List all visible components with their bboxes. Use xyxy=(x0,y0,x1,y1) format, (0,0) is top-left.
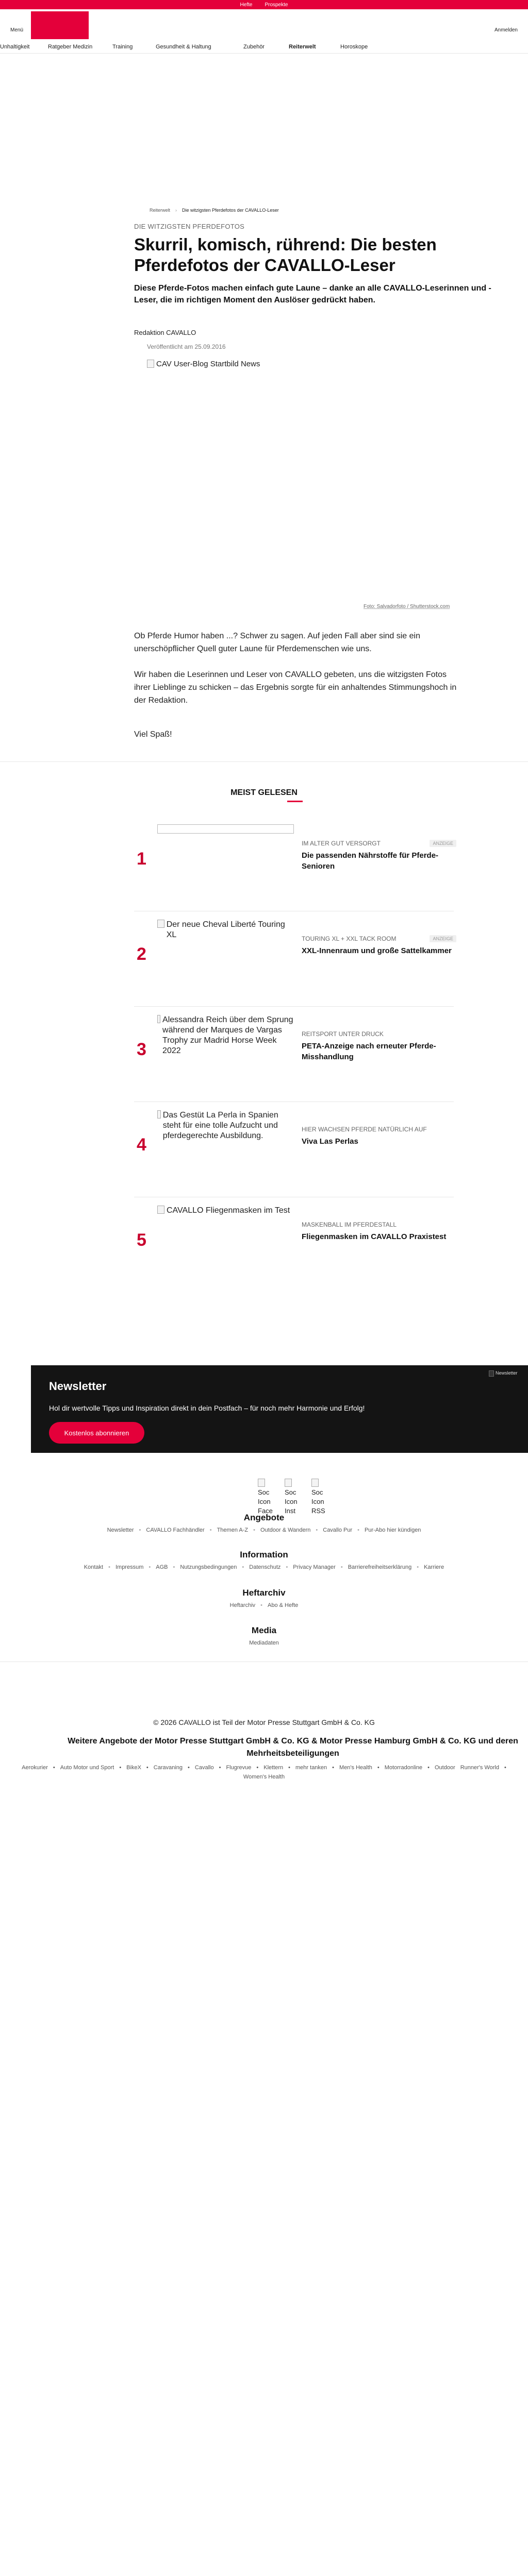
article-published-date: Veröffentlicht am 25.09.2016 xyxy=(147,343,226,350)
most-read-image[interactable] xyxy=(157,824,294,902)
social-alt-line: Soc xyxy=(285,1488,296,1496)
nav-item-ratgeber-medizin[interactable]: Ratgeber Medizin xyxy=(48,44,93,50)
most-read-underline xyxy=(287,801,303,802)
footer-link[interactable]: Outdoor xyxy=(434,1765,455,1771)
most-read-title: MEIST GELESEN xyxy=(230,788,298,797)
most-read-item[interactable] xyxy=(134,1015,454,1103)
footer-link[interactable]: Women's Health xyxy=(243,1774,285,1780)
broken-image-icon xyxy=(157,1015,160,1023)
most-read-headline[interactable]: PETA-Anzeige nach erneuter Pferde-Misshandlung xyxy=(302,1042,436,1061)
most-read-image[interactable] xyxy=(157,1110,294,1188)
broken-image-icon xyxy=(285,1479,292,1487)
footer-link[interactable]: Runner's World xyxy=(460,1765,499,1771)
footer-links-media xyxy=(0,1640,528,1646)
most-read-rank: 2 xyxy=(137,944,146,964)
footer-link[interactable]: Privacy Manager xyxy=(293,1564,336,1570)
most-read-item[interactable] xyxy=(134,920,454,1007)
footer-link[interactable]: Kontakt xyxy=(84,1564,104,1570)
footer-link[interactable]: Impressum xyxy=(115,1564,144,1570)
most-read-kicker: HIER WACHSEN PFERDE NATÜRLICH AUF xyxy=(302,1126,427,1133)
footer-link[interactable]: Auto Motor und Sport xyxy=(60,1765,114,1771)
article-paragraph: Wir haben die Leserinnen und Leser von CAVALLO gebeten, uns die witzigsten Fotos ihrer Lieblinge zu schicken – das Ergebnis sorgte für ein anhaltendes Stimmungshoch in der Redaktion. xyxy=(134,670,457,705)
breadcrumb-separator: › xyxy=(175,208,177,213)
article-paragraph: Ob Pferde Humor haben ...? Schwer zu sagen. Auf jeden Fall aber sind sie ein unerschöpflicher Quell guter Laune für Pferdemenschen wie uns. xyxy=(134,632,420,653)
nav-item-gesundheit-haltung[interactable]: Gesundheit & Haltung xyxy=(156,44,211,50)
most-read-image[interactable] xyxy=(157,920,294,997)
breadcrumb-current: Die witzigsten Pferdefotos der CAVALLO-Leser xyxy=(182,208,279,213)
instagram-icon[interactable] xyxy=(285,1479,304,1516)
most-read-rank: 1 xyxy=(137,849,146,869)
hero-image-credit[interactable]: Foto: Salvadorfoto / Shutterstock.com xyxy=(364,604,450,609)
most-read-rank: 3 xyxy=(137,1040,146,1059)
footer-links-heftarchiv: Heftarchiv • Abo & Hefte xyxy=(229,1602,299,1608)
newsletter-title: Newsletter xyxy=(49,1380,107,1393)
article-author[interactable]: Redaktion CAVALLO xyxy=(134,329,196,336)
ad-badge: ANZEIGE xyxy=(430,935,456,942)
footer-link[interactable]: Heftarchiv xyxy=(229,1602,256,1608)
most-read-rank: 4 xyxy=(137,1135,146,1155)
most-read-image-alt: CAVALLO Fliegenmasken im Test xyxy=(167,1206,290,1215)
most-read-kicker: IM ALTER GUT VERSORGT xyxy=(302,840,381,847)
main-navigation xyxy=(0,41,528,54)
article-headline: Skurril, komisch, rührend: Die besten Pferdefotos der CAVALLO-Leser xyxy=(134,235,437,275)
footer-link[interactable]: Themen A-Z xyxy=(217,1527,249,1533)
most-read-item[interactable] xyxy=(134,1206,454,1293)
social-alt-line: Icon xyxy=(258,1498,271,1505)
footer-links-angebote: Newsletter • CAVALLO Fachhändler • Themen A-Z • Outdoor & Wandern • Cavallo Pur • Pur-Abo hier kündigen xyxy=(107,1527,421,1533)
broken-image-icon xyxy=(147,360,154,368)
social-alt-line: Soc xyxy=(258,1488,270,1496)
footer-link[interactable]: Flugrevue xyxy=(226,1765,252,1771)
most-read-headline[interactable]: Viva Las Perlas xyxy=(302,1137,358,1146)
footer-link[interactable]: Aerokurier xyxy=(22,1765,48,1771)
social-alt-line: Inst xyxy=(285,1507,295,1515)
top-bar xyxy=(0,0,528,9)
top-link-hefte[interactable]: Hefte xyxy=(240,2,253,8)
list-divider xyxy=(134,1101,454,1102)
other-offers-links: Aerokurier • Auto Motor und Sport • BikeX • Caravaning • Cavallo • Flugrevue • Klettern • mehr tanken • Men's Health • Motorradonline • Outdoor Runner's World • Women's Health xyxy=(22,1765,506,1780)
footer-link[interactable]: Cavallo xyxy=(194,1765,214,1771)
broken-image-icon xyxy=(311,1479,319,1487)
nav-item-horoskope[interactable]: Horoskope xyxy=(340,44,368,50)
broken-image-icon xyxy=(157,1206,164,1214)
other-offers-title: Weitere Angebote der Motor Presse Stuttgart GmbH & Co. KG & Motor Presse Hamburg GmbH & Co. KG und deren Mehrheitsbeteiligungen xyxy=(68,1737,518,1758)
footer-heading-heftarchiv: Heftarchiv xyxy=(242,1588,286,1598)
cavallo-logo[interactable] xyxy=(31,11,89,39)
footer-link[interactable]: Nutzungsbedingungen xyxy=(180,1564,237,1570)
section-divider xyxy=(0,761,528,762)
nav-item-reiterwelt[interactable]: Reiterwelt xyxy=(289,44,316,50)
footer-link[interactable]: AGB xyxy=(156,1564,168,1570)
most-read-headline[interactable]: Fliegenmasken im CAVALLO Praxistest xyxy=(302,1232,447,1241)
most-read-headline[interactable]: Die passenden Nährstoffe für Pferde-Senioren xyxy=(302,851,439,871)
newsletter-text: Hol dir wertvolle Tipps und Inspiration direkt in dein Postfach – für noch mehr Harmonie und Erfolg! xyxy=(49,1404,365,1412)
login-button[interactable]: Anmelden xyxy=(494,27,518,33)
most-read-image-alt: Der neue Cheval Liberté Touring XL xyxy=(166,920,285,939)
facebook-icon[interactable] xyxy=(258,1479,277,1516)
footer-link[interactable]: Motorradonline xyxy=(384,1765,423,1771)
ad-space xyxy=(0,54,528,157)
nav-item-unhaltigkeit[interactable]: Unhaltigkeit xyxy=(0,44,30,50)
broken-image-icon xyxy=(489,1370,494,1377)
footer-link[interactable]: mehr tanken xyxy=(295,1765,327,1771)
newsletter-image xyxy=(489,1370,528,1401)
footer-link[interactable]: Newsletter xyxy=(107,1527,134,1533)
footer-link[interactable]: Mediadaten xyxy=(249,1640,279,1646)
breadcrumb-parent[interactable]: Reiterwelt xyxy=(150,208,171,213)
hero-image xyxy=(147,360,456,612)
social-alt-line: Icon xyxy=(311,1498,324,1505)
image-placeholder xyxy=(157,824,294,834)
copyright-text: © 2026 CAVALLO ist Teil der Motor Presse Stuttgart GmbH & Co. KG xyxy=(153,1718,375,1726)
footer-link[interactable]: Abo & Hefte xyxy=(268,1602,299,1608)
footer-link[interactable]: Datenschutz xyxy=(249,1564,281,1570)
newsletter-box xyxy=(31,1365,528,1453)
most-read-kicker: REITSPORT UNTER DRUCK xyxy=(302,1030,384,1038)
newsletter-image-alt: Newsletter xyxy=(496,1370,518,1376)
most-read-image[interactable] xyxy=(157,1206,294,1283)
most-read-kicker: TOURING XL + XXL TACK ROOM xyxy=(302,935,397,942)
breadcrumb xyxy=(150,208,279,213)
social-alt-line: RSS xyxy=(311,1507,325,1515)
footer-link[interactable]: Caravaning xyxy=(153,1765,183,1771)
footer-link[interactable]: Outdoor & Wandern xyxy=(260,1527,311,1533)
most-read-rank: 5 xyxy=(137,1230,146,1250)
most-read-image-alt: Das Gestüt La Perla in Spanien steht für eine tolle Aufzucht und pferdegerechte Ausbildung. xyxy=(162,1111,278,1140)
broken-image-icon xyxy=(157,920,164,928)
article-teaser: Diese Pferde-Fotos machen einfach gute Laune – danke an alle CAVALLO-Leserinnen und -Leser, die im richtigen Moment den Auslöser gedrückt haben. xyxy=(134,284,491,304)
most-read-kicker: MASKENBALL IM PFERDESTALL xyxy=(302,1221,397,1228)
social-alt-line: Soc xyxy=(311,1488,323,1496)
most-read-image[interactable] xyxy=(157,1015,294,1092)
footer-link[interactable]: Klettern xyxy=(263,1765,284,1771)
ad-badge: ANZEIGE xyxy=(430,840,456,847)
rss-icon[interactable] xyxy=(311,1479,331,1516)
footer-link[interactable]: BikeX xyxy=(126,1765,141,1771)
hero-image-alt: CAV User-Blog Startbild News xyxy=(156,360,260,368)
footer-link[interactable]: Karriere xyxy=(424,1564,444,1570)
nav-item-training[interactable]: Training xyxy=(112,44,133,50)
most-read-item[interactable] xyxy=(134,1110,454,1198)
site-header xyxy=(0,9,528,41)
footer-link[interactable]: Cavallo Pur xyxy=(323,1527,353,1533)
social-alt-line: Face xyxy=(258,1507,273,1515)
most-read-item[interactable] xyxy=(134,824,454,912)
broken-image-icon xyxy=(157,1110,161,1118)
footer-link[interactable]: Pur-Abo hier kündigen xyxy=(364,1527,421,1533)
footer-heading-angebote: Angebote xyxy=(243,1513,285,1522)
most-read-headline[interactable]: XXL-Innenraum und große Sattelkammer xyxy=(302,946,452,955)
footer-link[interactable]: Barrierefreiheitserklärung xyxy=(348,1564,412,1570)
footer-link[interactable]: CAVALLO Fachhändler xyxy=(146,1527,205,1533)
menu-button[interactable]: Menü xyxy=(10,27,24,33)
footer-links-information: Kontakt • Impressum • AGB • Nutzungsbedingungen • Datenschutz • Privacy Manager • Barrierefreiheitserklärung • Karriere xyxy=(84,1564,444,1570)
newsletter-subscribe-button[interactable]: Kostenlos abonnieren xyxy=(49,1422,144,1444)
article-paragraph: Viel Spaß! xyxy=(134,730,172,739)
social-alt-line: Icon xyxy=(285,1498,298,1505)
footer-heading-information: Information xyxy=(240,1550,288,1560)
broken-image-icon xyxy=(258,1479,265,1487)
nav-item-zubehoer[interactable]: Zubehör xyxy=(243,44,265,50)
most-read-image-alt: Alessandra Reich über dem Sprung während der Marques de Vargas Trophy zur Madrid Horse Week 2022 xyxy=(162,1015,293,1055)
footer-heading-media: Media xyxy=(251,1625,277,1635)
top-link-prospekte[interactable]: Prospekte xyxy=(265,2,288,8)
list-divider xyxy=(134,1006,454,1007)
article-kicker: DIE WITZIGSTEN PFERDEFOTOS xyxy=(134,223,245,230)
footer-link[interactable]: Men's Health xyxy=(339,1765,372,1771)
